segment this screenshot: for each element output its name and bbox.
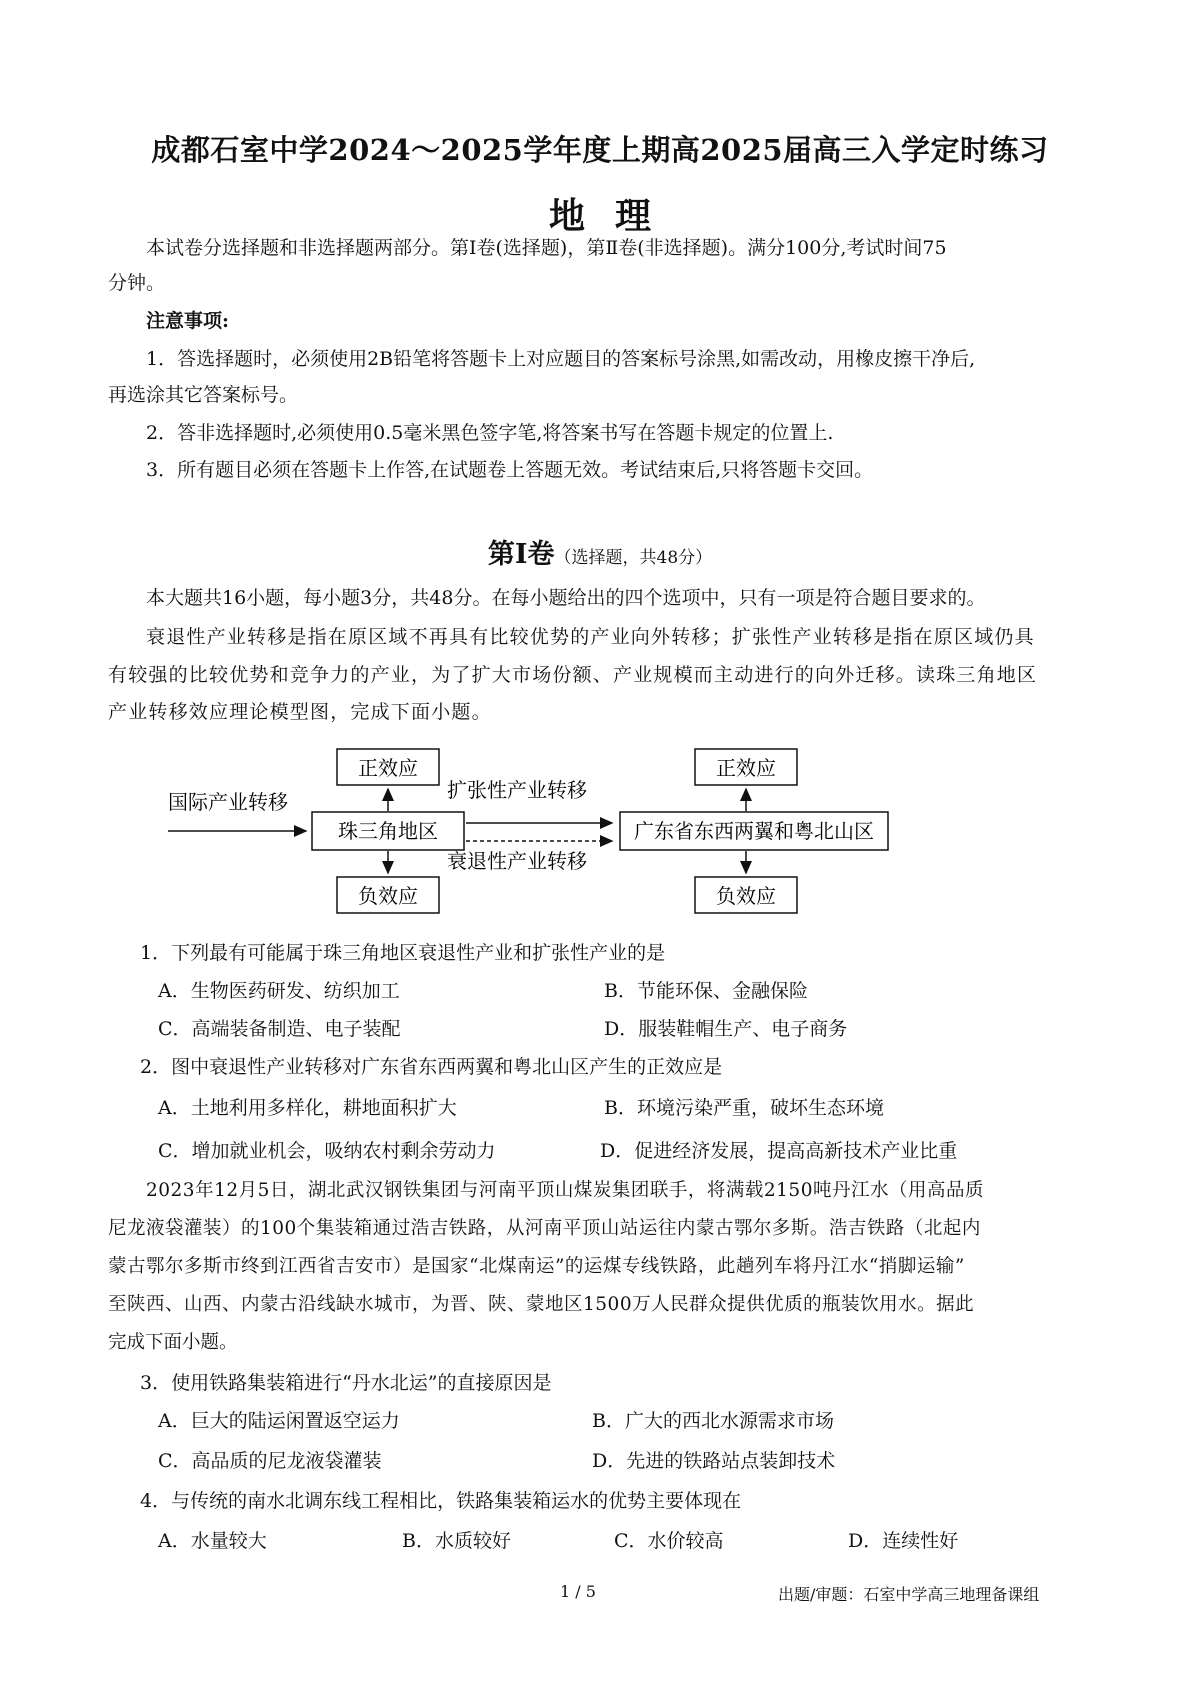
page-number: 1 / 5	[560, 1582, 596, 1601]
question-4-option-b: B．水质较好	[402, 1530, 511, 1552]
question-1-option-d: D．服装鞋帽生产、电子商务	[604, 1018, 848, 1040]
question-2-option-c: C．增加就业机会，吸纳农村剩余劳动力	[158, 1140, 496, 1162]
notice-item-3: 3．所有题目必须在答题卡上作答,在试题卷上答题无效。考试结束后,只将答题卡交回。	[146, 459, 874, 481]
passage1-line-1: 衰退性产业转移是指在原区域不再具有比较优势的产业向外转移；扩张性产业转移是指在原区域仍具	[146, 626, 1035, 648]
passage2-line-1: 2023年12月5日，湖北武汉钢铁集团与河南平顶山煤炭集团联手，将满载2150吨丹江水（用高品质	[146, 1180, 984, 1201]
target-region-label: 广东省东西两翼和粤北山区	[634, 819, 874, 843]
intro-line-1: 本试卷分选择题和非选择题两部分。第Ⅰ卷(选择题)，第Ⅱ卷(非选择题)。满分100分,考试时间75	[146, 237, 947, 259]
question-1-option-c: C．高端装备制造、电子装配	[158, 1018, 401, 1040]
footer-source: 出题/审题：石室中学高三地理备课组	[778, 1585, 1040, 1604]
passage1-line-2: 有较强的比较优势和竞争力的产业，为了扩大市场份额、产业规模而主动进行的向外迁移。读珠三角地区	[108, 664, 1038, 686]
question-1-option-a: A．生物医药研发、纺织加工	[158, 980, 400, 1002]
passage2-line-4: 至陕西、山西、内蒙古沿线缺水城市，为晋、陕、蒙地区1500万人民群众提供优质的瓶装饮用水。据此	[108, 1294, 975, 1315]
question-1-stem: 1．下列最有可能属于珠三角地区衰退性产业和扩张性产业的是	[140, 942, 666, 964]
question-4-option-c: C．水价较高	[614, 1530, 724, 1552]
notice-item-1a: 1．答选择题时，必须使用2B铅笔将答题卡上对应题目的答案标号涂黑,如需改动，用橡皮擦干净后,	[146, 348, 976, 370]
question-2-option-d: D．促进经济发展，提高高新技术产业比重	[600, 1140, 958, 1162]
industry-transfer-diagram	[160, 745, 980, 925]
notice-item-2: 2．答非选择题时,必须使用0.5毫米黑色签字笔,将答案书写在答题卡规定的位置上.	[146, 422, 834, 444]
passage1-line-3: 产业转移效应理论模型图，完成下面小题。	[108, 701, 492, 723]
negative-effect-label-right: 负效应	[716, 884, 776, 908]
intl-transfer-label: 国际产业转移	[168, 790, 288, 814]
passage2-line-3: 蒙古鄂尔多斯市终到江西省吉安市）是国家“北煤南运”的运煤专线铁路，此趟列车将丹江水“捎脚运输”	[108, 1256, 965, 1277]
notice-title: 注意事项:	[146, 310, 230, 332]
question-2-stem: 2．图中衰退性产业转移对广东省东西两翼和粤北山区产生的正效应是	[140, 1056, 723, 1078]
question-4-stem: 4．与传统的南水北调东线工程相比，铁路集装箱运水的优势主要体现在	[140, 1490, 742, 1512]
intro-line-2: 分钟。	[108, 272, 166, 294]
section-sub: （选择题，共48分）	[554, 548, 713, 568]
recession-transfer-label: 衰退性产业转移	[447, 849, 587, 873]
positive-effect-label-left: 正效应	[358, 756, 418, 780]
passage2-line-5: 完成下面小题。	[108, 1332, 238, 1353]
prd-region-label: 珠三角地区	[338, 819, 438, 843]
question-3-option-c: C．高品质的尼龙液袋灌装	[158, 1450, 382, 1472]
negative-effect-label-left: 负效应	[358, 884, 418, 908]
section-instruction: 本大题共16小题，每小题3分，共48分。在每小题给出的四个选项中，只有一项是符合题目要求的。	[146, 587, 986, 609]
positive-effect-label-right: 正效应	[716, 756, 776, 780]
question-4-option-a: A．水量较大	[158, 1530, 267, 1552]
notice-item-1b: 再选涂其它答案标号。	[108, 384, 299, 406]
section-heading	[0, 532, 1200, 571]
question-2-option-a: A．土地利用多样化，耕地面积扩大	[158, 1097, 457, 1119]
subject-title: 地理	[548, 195, 681, 237]
question-4-option-d: D．连续性好	[848, 1530, 959, 1552]
question-3-option-d: D．先进的铁路站点装卸技术	[592, 1450, 836, 1472]
exam-title: 成都石室中学2024～2025学年度上期高2025届高三入学定时练习	[151, 133, 1049, 167]
passage2-line-2: 尼龙液袋灌装）的100个集装箱通过浩吉铁路，从河南平顶山站运往内蒙古鄂尔多斯。浩吉铁路（北起内	[108, 1218, 981, 1239]
question-3-option-b: B．广大的西北水源需求市场	[592, 1410, 834, 1432]
section-main: 第Ⅰ卷	[487, 539, 555, 570]
question-3-option-a: A．巨大的陆运闲置返空运力	[158, 1410, 400, 1432]
question-2-option-b: B．环境污染严重，破坏生态环境	[604, 1097, 884, 1119]
expansion-transfer-label: 扩张性产业转移	[447, 778, 587, 802]
question-1-option-b: B．节能环保、金融保险	[604, 980, 808, 1002]
question-3-stem: 3．使用铁路集装箱进行“丹水北运”的直接原因是	[140, 1372, 552, 1394]
